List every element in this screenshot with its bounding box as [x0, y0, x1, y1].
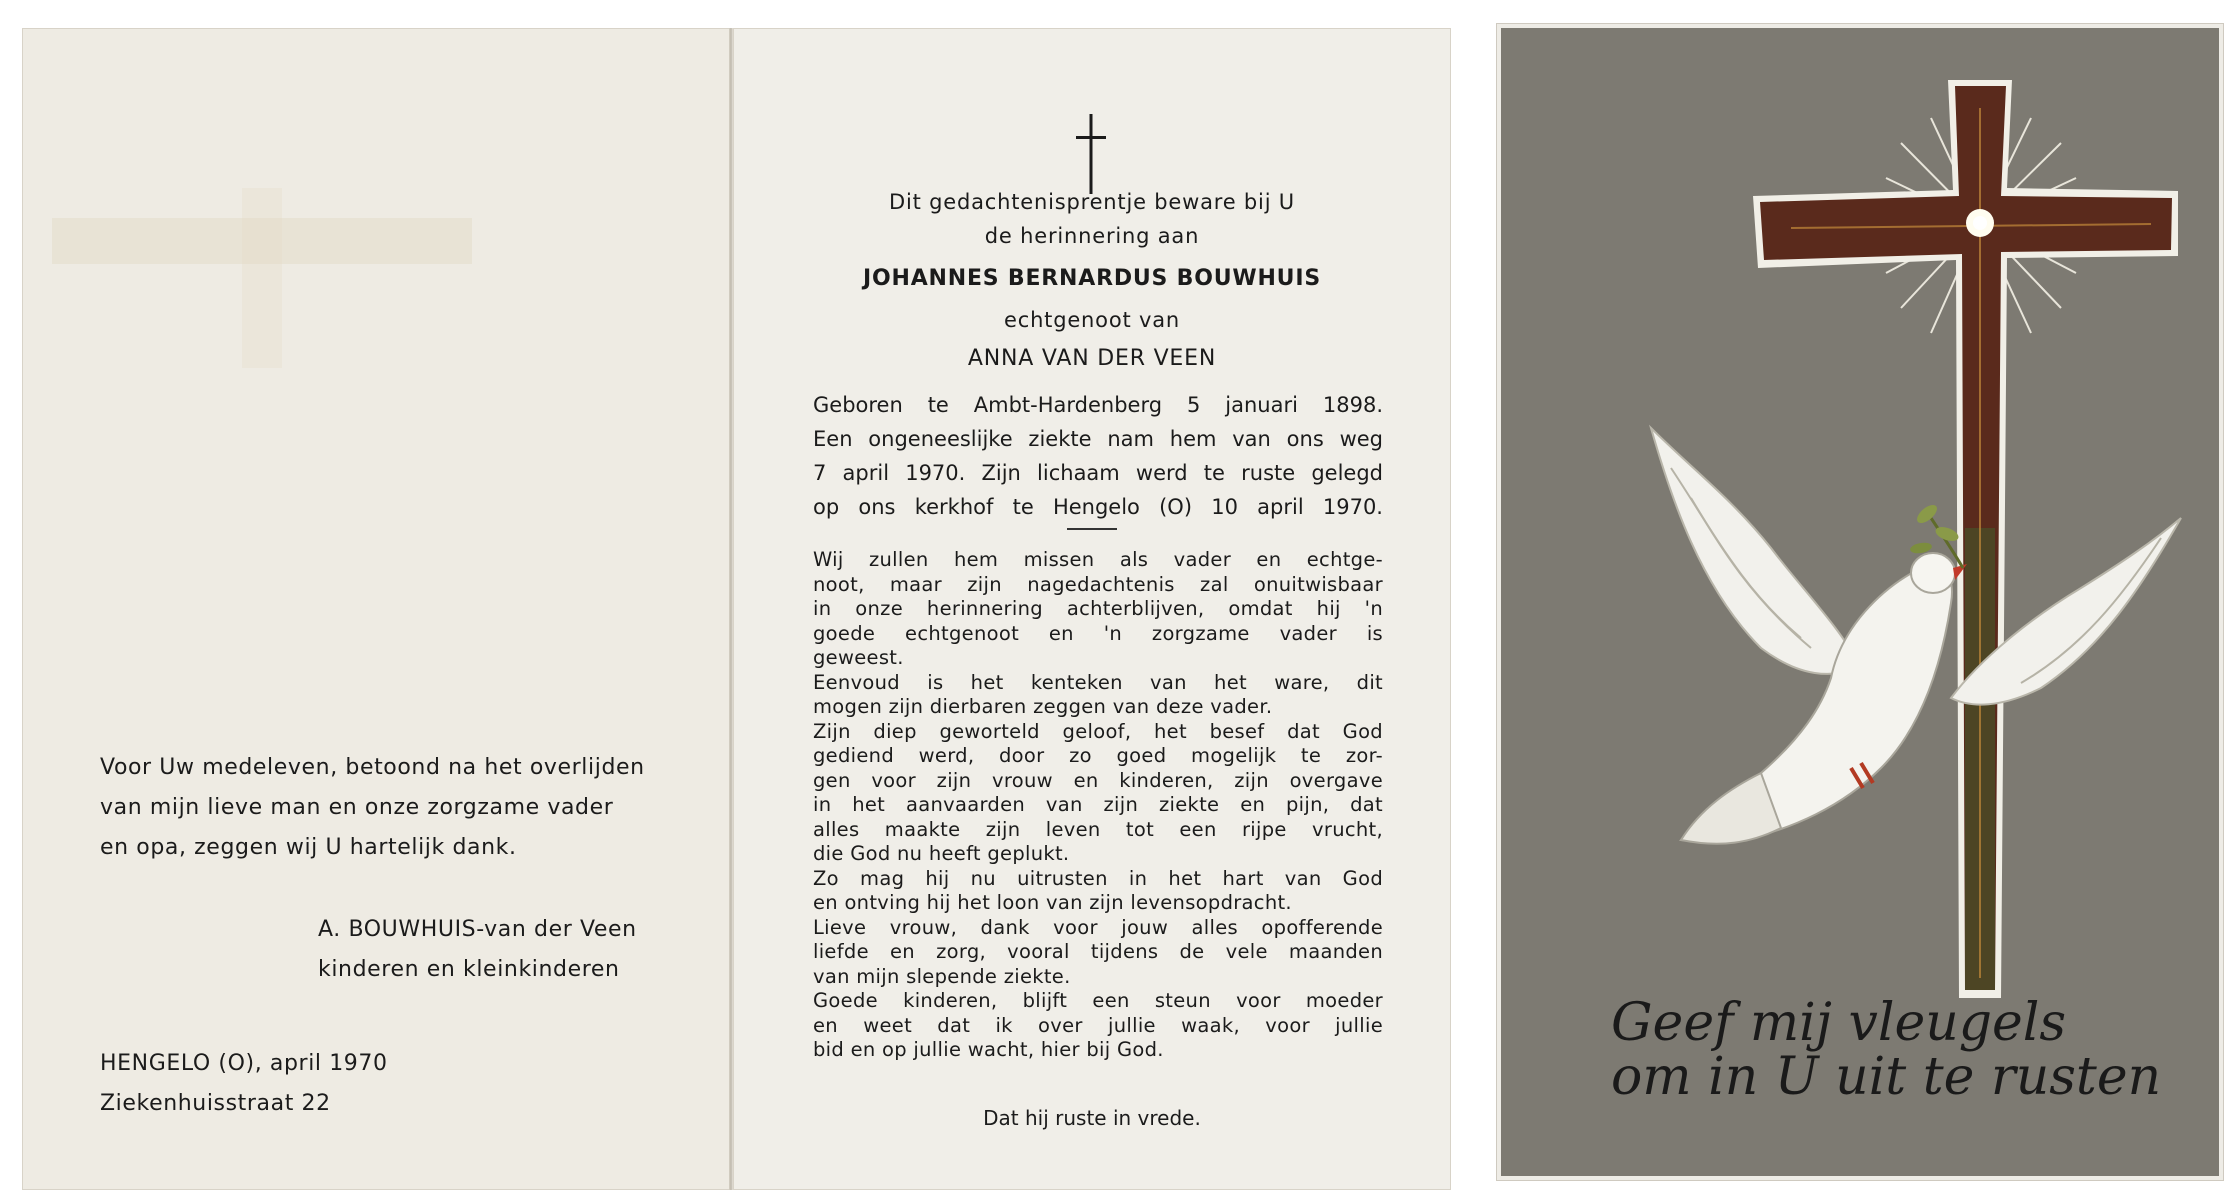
message-line: Wij zullen hem missen als vader en echtge- — [813, 548, 1383, 571]
message-line: Zijn diep geworteld geloof, het besef dat God — [813, 719, 1383, 743]
message-line: noot, maar zijn nagedachtenis zal onuitwisbaar — [813, 572, 1383, 596]
bio-line: Geboren te Ambt-Hardenberg 5 januari 1898. — [813, 393, 1383, 417]
message-line: goede echtgenoot en 'n zorgzame vader is — [813, 621, 1383, 645]
thanks-line: Voor Uw medeleven, betoond na het overlijden — [100, 755, 645, 780]
message-line: geweest. — [813, 646, 904, 669]
message-line: bid en op jullie wacht, hier bij God. — [813, 1038, 1164, 1061]
place-and-address — [100, 1044, 600, 1124]
divider — [1067, 528, 1117, 530]
spouse-label: echtgenoot van — [1004, 308, 1180, 332]
message-line: van mijn slepende ziekte. — [813, 964, 1071, 988]
memorial-message — [813, 548, 1383, 1063]
caption-line: Geef mij vleugels — [1611, 993, 2067, 1053]
thanks-line: en opa, zeggen wij U hartelijk dank. — [100, 835, 517, 860]
caption-line: om in U uit te rusten — [1611, 1047, 2162, 1107]
middle-page — [733, 28, 1451, 1190]
thanks-text — [100, 748, 700, 868]
message-line: en ontving hij het loon van zijn levensopdracht. — [813, 891, 1292, 914]
cross-icon — [1071, 112, 1111, 196]
message-line: gen voor zijn vrouw en kinderen, zijn overgave — [813, 768, 1383, 792]
place-date: HENGELO (O), april 1970 — [100, 1051, 388, 1076]
signature-line: A. BOUWHUIS-van der Veen — [318, 917, 637, 942]
signature — [318, 910, 718, 990]
message-line: gediend werd, door zo goed mogelijk te zor- — [813, 744, 1383, 767]
cross-shape — [1753, 80, 2178, 998]
message-line: liefde en zorg, vooral tijdens de vele maanden — [813, 940, 1383, 963]
bio-line: op ons kerkhof te Hengelo (O) 10 april 1970. — [813, 495, 1383, 519]
message-line: Eenvoud is het kenteken van het ware, dit — [813, 670, 1383, 694]
left-page — [22, 28, 731, 1190]
deceased-name: JOHANNES BERNARDUS BOUWHUIS — [863, 266, 1321, 291]
message-line: in onze herinnering achterblijven, omdat hij 'n — [813, 597, 1383, 620]
closing-line: Dat hij ruste in vrede. — [983, 1106, 1201, 1130]
intro-line: Dit gedachtenisprentje beware bij U — [889, 190, 1295, 214]
intro-line: de herinnering aan — [984, 224, 1200, 248]
dove — [1651, 428, 2181, 844]
message-line: Goede kinderen, blijft een steun voor moeder — [813, 989, 1383, 1012]
message-line: die God nu heeft geplukt. — [813, 842, 1070, 865]
signature-line: kinderen en kleinkinderen — [318, 957, 620, 982]
message-line: Lieve vrouw, dank voor jouw alles opofferende — [813, 915, 1383, 939]
address: Ziekenhuisstraat 22 — [100, 1091, 331, 1116]
spouse-name: ANNA VAN DER VEEN — [967, 346, 1217, 371]
message-line: en weet dat ik over jullie waak, voor jullie — [813, 1013, 1383, 1037]
thanks-line: van mijn lieve man en onze zorgzame vader — [100, 795, 614, 820]
biography — [813, 388, 1383, 524]
show-through-mark — [242, 188, 282, 368]
card-caption — [1611, 993, 2211, 1107]
bio-line: Een ongeneeslijke ziekte nam hem van ons weg — [813, 427, 1383, 451]
message-line: in het aanvaarden van zijn ziekte en pijn, dat — [813, 793, 1383, 816]
message-line: alles maakte zijn leven tot een rijpe vrucht, — [813, 817, 1383, 841]
devotional-card-front — [1497, 24, 2223, 1180]
message-line: mogen zijn dierbaren zeggen van deze vader. — [813, 695, 1273, 718]
message-line: Zo mag hij nu uitrusten in het hart van God — [813, 866, 1383, 890]
bio-line: 7 april 1970. Zijn lichaam werd te ruste gelegd — [813, 461, 1383, 485]
